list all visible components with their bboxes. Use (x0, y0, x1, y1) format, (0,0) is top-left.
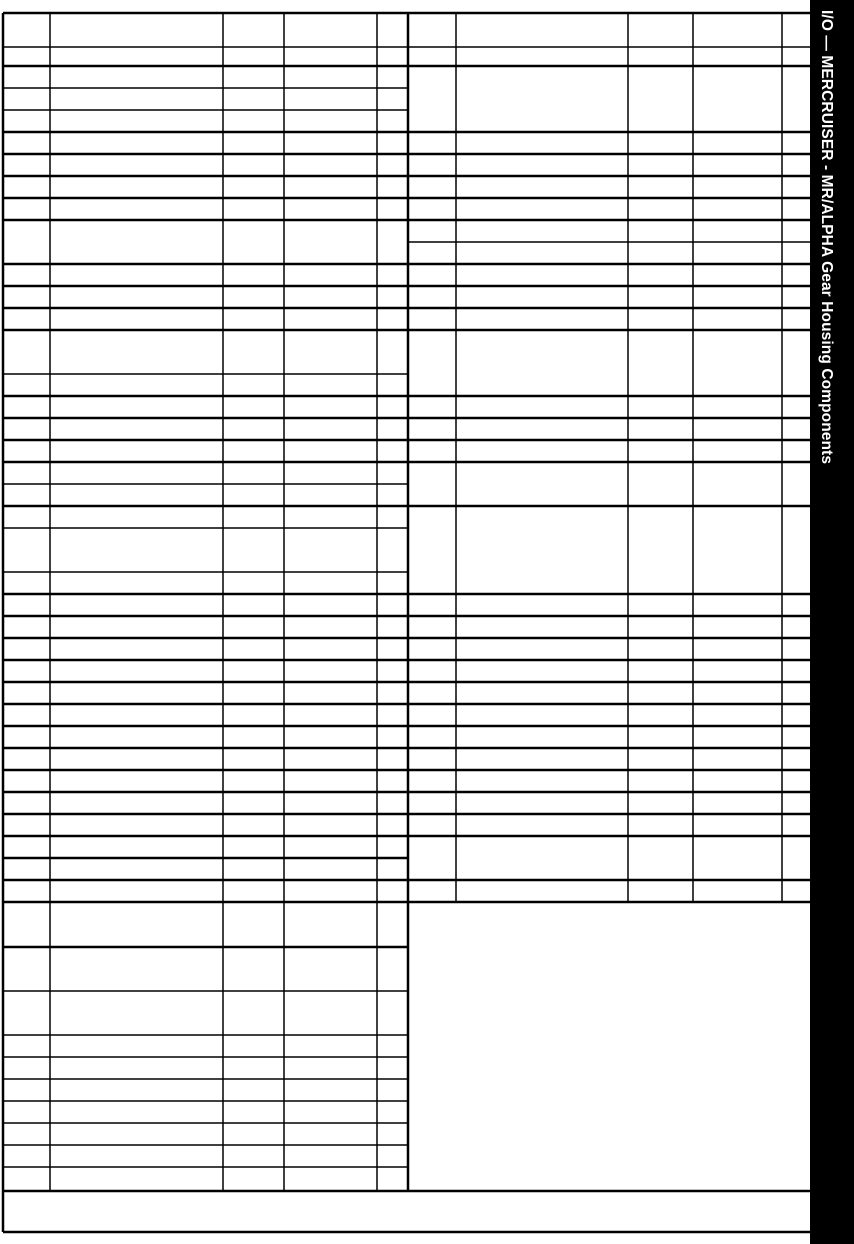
table-footer (4, 1192, 808, 1230)
section-title: I/O — MERCRUISER - MR/ALPHA Gear Housing Components (818, 10, 835, 465)
